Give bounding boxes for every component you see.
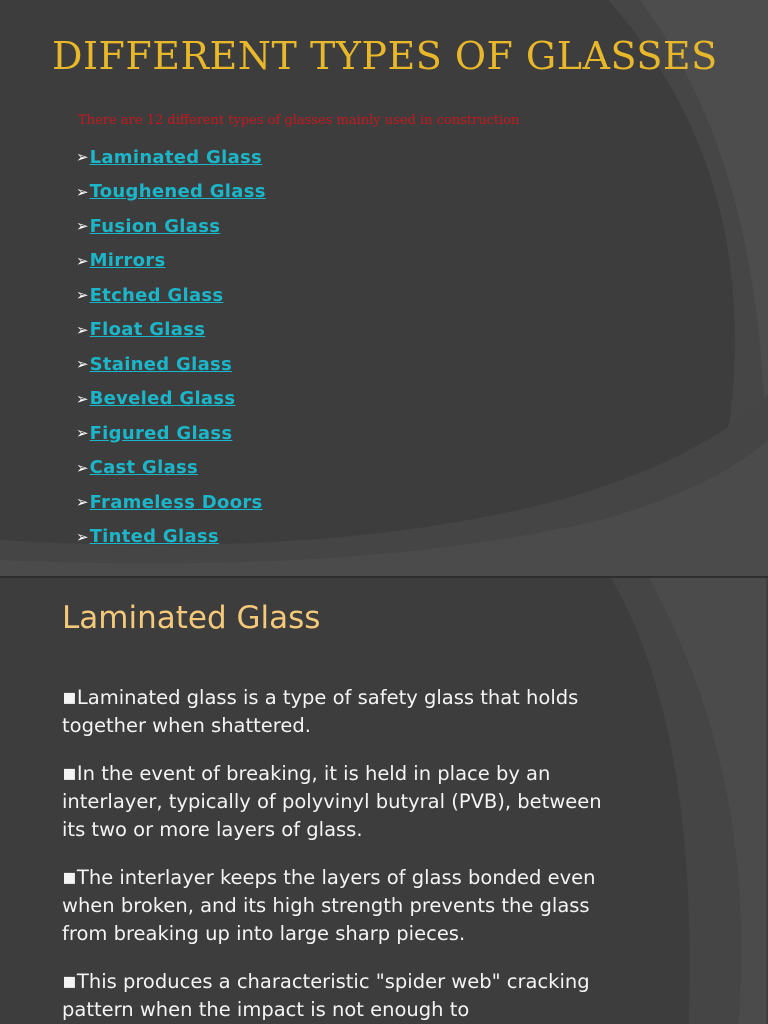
slide-title: DIFFERENT TYPES OF GLASSES <box>52 34 718 78</box>
link-figured-glass[interactable]: Figured Glass <box>89 422 233 444</box>
link-laminated-glass[interactable]: Laminated Glass <box>89 146 263 168</box>
link-beveled-glass[interactable]: Beveled Glass <box>89 388 236 410</box>
list-item <box>76 416 266 451</box>
square-bullet-icon: ▪ <box>62 685 77 710</box>
list-item <box>76 278 266 313</box>
list-item <box>76 520 266 555</box>
arrow-bullet-icon: ➢ <box>76 286 89 305</box>
bullet-item <box>62 864 622 948</box>
list-item <box>76 313 266 348</box>
slide-laminated-glass <box>0 576 768 1024</box>
arrow-bullet-icon: ➢ <box>76 424 89 443</box>
list-item <box>76 382 266 417</box>
square-bullet-icon: ▪ <box>62 865 77 890</box>
arrow-bullet-icon: ➢ <box>76 458 89 477</box>
link-fusion-glass[interactable]: Fusion Glass <box>89 215 221 237</box>
arrow-bullet-icon: ➢ <box>76 182 89 201</box>
glass-types-list <box>76 140 266 554</box>
square-bullet-icon: ▪ <box>62 969 77 994</box>
link-mirrors[interactable]: Mirrors <box>89 250 166 272</box>
arrow-bullet-icon: ➢ <box>76 320 89 339</box>
bullet-item <box>62 684 622 740</box>
list-item <box>76 347 266 382</box>
bullet-text: In the event of breaking, it is held in place by an interlayer, typically of polyvinyl butyral (PVB), between its two or more layers of glass. <box>62 762 602 841</box>
intro-text: There are 12 different types of glasses mainly used in construction <box>78 113 520 128</box>
bullet-item <box>62 968 622 1024</box>
list-item <box>76 485 266 520</box>
arrow-bullet-icon: ➢ <box>76 148 89 167</box>
link-cast-glass[interactable]: Cast Glass <box>89 457 199 479</box>
list-item <box>76 140 266 175</box>
bullet-list <box>62 684 622 1024</box>
bullet-text: This produces a characteristic "spider web" cracking pattern when the impact is not enough to <box>62 970 590 1021</box>
arrow-bullet-icon: ➢ <box>76 527 89 546</box>
link-tinted-glass[interactable]: Tinted Glass <box>89 526 219 548</box>
link-toughened-glass[interactable]: Toughened Glass <box>89 181 266 203</box>
link-float-glass[interactable]: Float Glass <box>89 319 206 341</box>
list-item <box>76 209 266 244</box>
list-item <box>76 244 266 279</box>
square-bullet-icon: ▪ <box>62 761 77 786</box>
link-frameless-doors[interactable]: Frameless Doors <box>89 491 263 513</box>
list-item <box>76 451 266 486</box>
link-stained-glass[interactable]: Stained Glass <box>89 353 233 375</box>
arrow-bullet-icon: ➢ <box>76 217 89 236</box>
arrow-bullet-icon: ➢ <box>76 251 89 270</box>
link-etched-glass[interactable]: Etched Glass <box>89 284 224 306</box>
list-item <box>76 175 266 210</box>
arrow-bullet-icon: ➢ <box>76 389 89 408</box>
bullet-item <box>62 760 622 844</box>
bullet-text: The interlayer keeps the layers of glass bonded even when broken, and its high strength prevents the glass from breaking up into large sharp pieces. <box>62 866 596 945</box>
arrow-bullet-icon: ➢ <box>76 493 89 512</box>
section-title: Laminated Glass <box>62 600 321 636</box>
bullet-text: Laminated glass is a type of safety glass that holds together when shattered. <box>62 686 579 737</box>
arrow-bullet-icon: ➢ <box>76 355 89 374</box>
